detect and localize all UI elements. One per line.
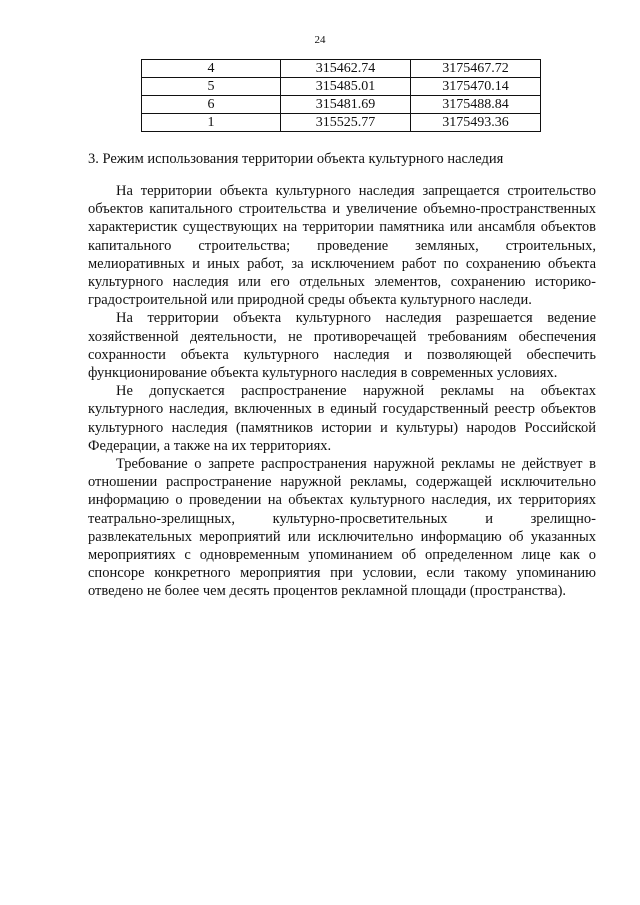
paragraph-advertising-exception: Требование о запрете распространения наружной рекламы не действует в отношении распространение наружной рекламы, содержащей исключительно информацию о проведении на объектах культурного наследия, их территориях театрально-зрелищных, культурно-просветительных и зрелищно-развлекательных мероприятий или исключительно информацию об указанных мероприятиях с одновременным упоминанием об определенном лице как о спонсоре конкретного мероприятия при условии, если такому упоминанию отведено не более чем десять процентов рекламной площади (пространства). — [88, 456, 596, 600]
paragraph-permitted-activity: На территории объекта культурного наследия разрешается ведение хозяйственной деятельности, не противоречащей требованиям обеспечения сохранности объекта культурного наследия и позволяющей обеспечить функционирование объекта культурного наследия в современных условиях. — [88, 310, 596, 382]
table-row — [142, 60, 541, 78]
x-coordinate-cell: 315462.74 — [281, 60, 411, 78]
paragraph-advertising-ban: Не допускается распространение наружной рекламы на объектах культурного наследия, включенных в единый государственный реестр объектов культурного наследия (памятников истории и культуры) народов Российской Федерации, а также на их территориях. — [88, 383, 596, 454]
point-number-cell: 1 — [142, 114, 281, 132]
section-body — [88, 182, 596, 601]
page-number: 24 — [314, 34, 326, 46]
y-coordinate-cell: 3175488.84 — [410, 96, 540, 114]
x-coordinate-cell: 315525.77 — [281, 114, 411, 132]
point-number-cell: 5 — [142, 78, 281, 96]
x-coordinate-cell: 315481.69 — [281, 96, 411, 114]
x-coordinate-cell: 315485.01 — [281, 78, 411, 96]
y-coordinate-cell: 3175493.36 — [410, 114, 540, 132]
table-row — [142, 78, 541, 96]
table-row — [142, 114, 541, 132]
point-number-cell: 4 — [142, 60, 281, 78]
table-row — [142, 96, 541, 114]
y-coordinate-cell: 3175470.14 — [410, 78, 540, 96]
coordinates-table — [141, 59, 541, 132]
paragraph-prohibitions: На территории объекта культурного наследия запрещается строительство объектов капитального строительства и увеличение объемно-пространственных характеристик существующих на территории памятника или ансамбля объектов капитального строительства; проведение земляных, строительных, мелиоративных и иных работ, за исключением работ по сохранению объекта культурного наследия или его отдельных элементов, сохранению историко-градостроительной или природной среды объекта культурного наследи. — [88, 183, 596, 309]
point-number-cell: 6 — [142, 96, 281, 114]
section-heading: 3. Режим использования территории объекта культурного наследия — [88, 151, 504, 167]
y-coordinate-cell: 3175467.72 — [410, 60, 540, 78]
